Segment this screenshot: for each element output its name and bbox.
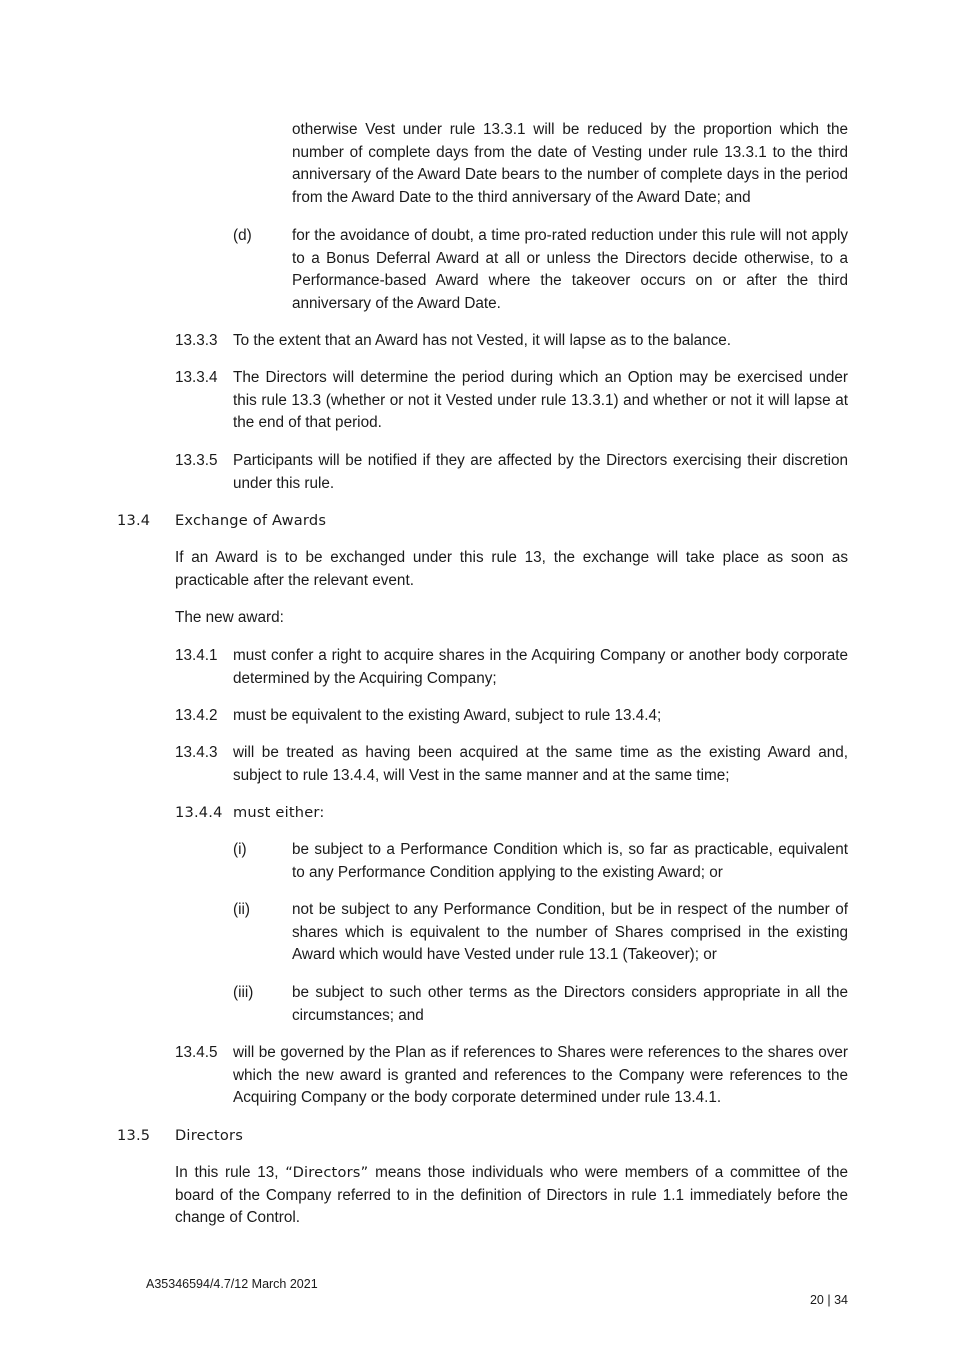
section-13-5-title: Directors xyxy=(175,1127,244,1144)
item-ii-text: not be subject to any Performance Condition, but be in respect of the number of shares which is equivalent to the number of Shares comprised in the existing Award which would have Vested under rule 13.1 (Takeover); or xyxy=(292,901,848,963)
clause-13-4-5-text: will be governed by the Plan as if references to Shares were references to the shares over which the new award is granted and references to the Company were references to the Acquiring Company or the body corporate determined under rule 13.4.1. xyxy=(233,1044,848,1106)
item-iii-text: be subject to such other terms as the Directors considers appropriate in all the circumstances; and xyxy=(292,984,848,1024)
clause-13-3-3-text: To the extent that an Award has not Vested, it will lapse as to the balance. xyxy=(233,332,732,349)
clause-13-3-4-number: 13.3.4 xyxy=(175,369,218,386)
clause-13-4-4-text: must either: xyxy=(233,804,325,821)
section-13-5-text-before: In this rule 13, xyxy=(175,1164,286,1181)
item-d-label: (d) xyxy=(233,227,252,244)
section-13-4-new-award-label: The new award: xyxy=(175,609,284,626)
item-i-label: (i) xyxy=(233,841,247,858)
section-13-4-number: 13.4 xyxy=(117,512,151,529)
footer-page-number: 20 | 34 xyxy=(809,1293,848,1307)
section-13-5-number: 13.5 xyxy=(117,1127,151,1144)
item-ii-label: (ii) xyxy=(233,901,250,918)
clause-13-3-5-text: Participants will be notified if they are affected by the Directors exercising their discretion under this rule. xyxy=(233,452,848,492)
item-d-text: for the avoidance of doubt, a time pro-rated reduction under this rule will not apply to a Bonus Deferral Award at all or unless the Directors decide otherwise, to a Performance-based Award where the takeover occurs on or after the third anniversary of the Award Date. xyxy=(292,227,848,312)
clause-13-4-2-text: must be equivalent to the existing Award, subject to rule 13.4.4; xyxy=(233,707,662,724)
clause-13-4-1-text: must confer a right to acquire shares in the Acquiring Company or another body corporate determined by the Acquiring Company; xyxy=(233,647,848,687)
section-13-5-text xyxy=(175,1162,848,1230)
clause-13-3-2-c-continuation: otherwise Vest under rule 13.3.1 will be reduced by the proportion which the number of complete days from the date of Vesting under rule 13.3.1 to the third anniversary of the Award Date bears to the number of complete days in the period from the Award Date to the third anniversary of the Award Date; and xyxy=(292,121,848,206)
clause-13-4-2-number: 13.4.2 xyxy=(175,707,218,724)
clause-13-4-3-number: 13.4.3 xyxy=(175,744,218,761)
item-i-text: be subject to a Performance Condition which is, so far as practicable, equivalent to any Performance Condition applying to the existing Award; or xyxy=(292,841,848,881)
item-iii-label: (iii) xyxy=(233,984,254,1001)
clause-13-4-5-number: 13.4.5 xyxy=(175,1044,218,1061)
clause-13-4-4-number: 13.4.4 xyxy=(175,804,223,821)
clause-13-3-5-number: 13.3.5 xyxy=(175,452,218,469)
clause-13-3-3-number: 13.3.3 xyxy=(175,332,218,349)
section-13-5-defined-term: “Directors” xyxy=(285,1164,369,1181)
section-13-5-text-after: means those individuals who were members of a committee of the board of the Company referred to in the definition of Directors in rule 1.1 immediately before the change of Control. xyxy=(175,1164,848,1226)
footer-reference: A35346594/4.7/12 March 2021 xyxy=(146,1277,318,1291)
section-13-4-title: Exchange of Awards xyxy=(175,512,327,529)
clause-13-4-3-text: will be treated as having been acquired at the same time as the existing Award and, subject to rule 13.4.4, will Vest in the same manner and at the same time; xyxy=(233,744,848,784)
section-13-4-intro: If an Award is to be exchanged under this rule 13, the exchange will take place as soon as practicable after the relevant event. xyxy=(175,549,848,589)
clause-13-4-1-number: 13.4.1 xyxy=(175,647,218,664)
clause-13-3-4-text: The Directors will determine the period during which an Option may be exercised under this rule 13.3 (whether or not it Vested under rule 13.3.1) and whether or not it will lapse at the end of that period. xyxy=(233,369,848,431)
